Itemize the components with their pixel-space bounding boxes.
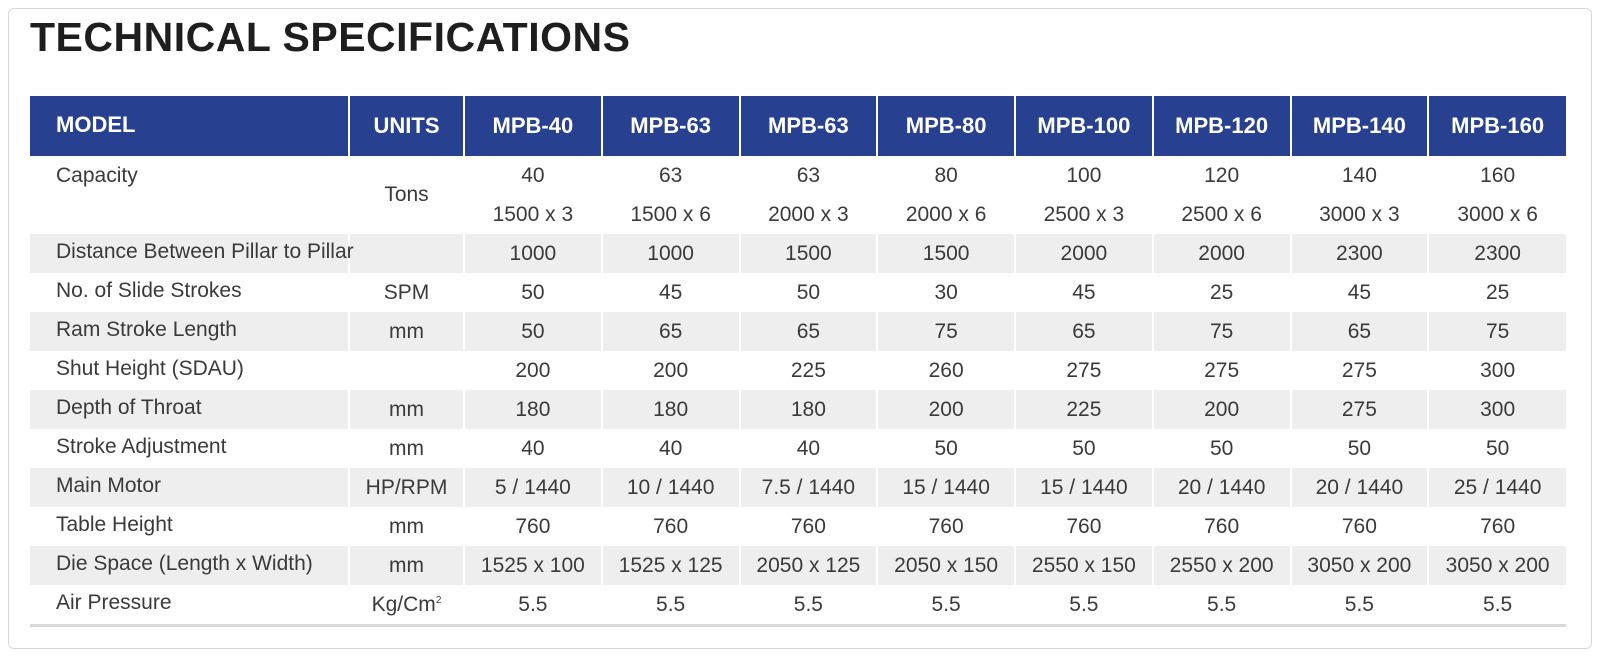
value-cell: 45 (1291, 273, 1429, 312)
value-cell: 180 (602, 390, 740, 429)
value-cell: 15 / 1440 (1015, 468, 1153, 507)
value-cell: 7.5 / 1440 (740, 468, 878, 507)
value-cell: 1500 (877, 234, 1015, 273)
value-cell (1015, 156, 1153, 234)
value-cell: 65 (602, 312, 740, 351)
value-cell: 2300 (1428, 234, 1566, 273)
value-cell: 760 (1153, 507, 1291, 546)
capacity-value: 40 (521, 164, 545, 187)
value-cell: 45 (602, 273, 740, 312)
value-cell: 25 (1153, 273, 1291, 312)
value-cell: 200 (464, 351, 602, 390)
value-cell: 760 (1015, 507, 1153, 546)
parameter-label: Table Height (30, 507, 349, 546)
value-cell: 180 (740, 390, 878, 429)
value-cell: 75 (1428, 312, 1566, 351)
column-header-mpb-120: MPB-120 (1153, 96, 1291, 156)
capacity-value: 140 (1341, 164, 1377, 187)
value-cell: 260 (877, 351, 1015, 390)
units-cell (349, 585, 464, 626)
column-header-mpb-100: MPB-100 (1015, 96, 1153, 156)
value-cell: 275 (1015, 351, 1153, 390)
value-cell: 5.5 (1153, 585, 1291, 626)
value-cell: 760 (877, 507, 1015, 546)
capacity-size: 2000 x 6 (905, 203, 987, 226)
value-cell: 75 (877, 312, 1015, 351)
units-text: mm (389, 397, 424, 421)
capacity-size: 1500 x 3 (492, 203, 574, 226)
value-cell: 2300 (1291, 234, 1429, 273)
column-header-mpb-80: MPB-80 (877, 96, 1015, 156)
value-cell: 275 (1291, 390, 1429, 429)
value-cell: 1500 (740, 234, 878, 273)
capacity-value: 120 (1204, 164, 1240, 187)
table-row (30, 546, 1566, 585)
value-cell: 5.5 (877, 585, 1015, 626)
parameter-label: Depth of Throat (30, 390, 349, 429)
header-row (30, 96, 1566, 156)
value-cell: 65 (740, 312, 878, 351)
value-cell: 50 (464, 273, 602, 312)
value-cell: 20 / 1440 (1153, 468, 1291, 507)
table-header (30, 96, 1566, 156)
table-row (30, 507, 1566, 546)
value-cell (877, 156, 1015, 234)
value-cell: 1000 (602, 234, 740, 273)
value-cell: 760 (602, 507, 740, 546)
parameter-label: No. of Slide Strokes (30, 273, 349, 312)
value-cell (602, 156, 740, 234)
table-row (30, 312, 1566, 351)
parameter-label: Stroke Adjustment (30, 429, 349, 468)
value-cell (1291, 156, 1429, 234)
units-text: mm (389, 514, 424, 538)
units-text: HP/RPM (365, 475, 448, 499)
parameter-label: Shut Height (SDAU) (30, 351, 349, 390)
table-row (30, 468, 1566, 507)
units-text: SPM (383, 280, 430, 304)
value-cell: 5.5 (464, 585, 602, 626)
capacity-value: 63 (796, 164, 821, 187)
parameter-label: Ram Stroke Length (30, 312, 349, 351)
value-cell: 225 (740, 351, 878, 390)
column-header-mpb-63: MPB-63 (602, 96, 740, 156)
value-cell: 75 (1153, 312, 1291, 351)
capacity-size: 1500 x 6 (630, 203, 711, 226)
table-row (30, 429, 1566, 468)
capacity-value: 100 (1066, 164, 1102, 187)
column-header-model: MODEL (30, 96, 349, 156)
value-cell (740, 156, 878, 234)
table-row (30, 351, 1566, 390)
value-cell: 50 (877, 429, 1015, 468)
column-header-mpb-140: MPB-140 (1291, 96, 1429, 156)
table-row (30, 273, 1566, 312)
parameter-label-text: Capacity (56, 164, 138, 187)
capacity-value: 63 (658, 164, 683, 187)
value-cell: 50 (1153, 429, 1291, 468)
units-text: mm (389, 319, 424, 343)
capacity-size: 3000 x 3 (1319, 203, 1400, 226)
column-header-mpb-63: MPB-63 (740, 96, 878, 156)
value-cell: 760 (740, 507, 878, 546)
value-cell: 50 (740, 273, 878, 312)
value-cell: 40 (740, 429, 878, 468)
value-cell: 2000 (1153, 234, 1291, 273)
units-cell (349, 312, 464, 351)
value-cell: 275 (1291, 351, 1429, 390)
units-text: mm (389, 436, 424, 460)
value-cell: 300 (1428, 390, 1566, 429)
units-superscript: 2 (435, 594, 442, 606)
value-cell: 50 (1485, 436, 1510, 460)
capacity-size: 2500 x 6 (1181, 203, 1262, 226)
value-cell: 275 (1153, 351, 1291, 390)
column-header-mpb-40: MPB-40 (464, 96, 602, 156)
value-cell: 5.5 (1015, 585, 1153, 626)
value-cell: 2050 x 150 (877, 546, 1015, 585)
value-cell: 3050 x 200 (1291, 546, 1429, 585)
value-cell: 2550 x 150 (1015, 546, 1153, 585)
capacity-value: 160 (1480, 164, 1516, 187)
units-text: Kg/Cm (371, 592, 436, 616)
column-header-mpb-160: MPB-160 (1428, 96, 1566, 156)
value-cell: 50 (1015, 429, 1153, 468)
value-cell: 65 (1291, 312, 1429, 351)
value-cell (1153, 156, 1291, 234)
value-cell: 200 (877, 390, 1015, 429)
value-cell: 40 (602, 429, 740, 468)
value-cell (464, 156, 602, 234)
parameter-label (30, 156, 349, 234)
table-row (30, 390, 1566, 429)
table-row (30, 234, 1566, 273)
value-cell: 200 (602, 351, 740, 390)
value-cell: 760 (464, 507, 602, 546)
parameter-label: Die Space (Length x Width) (30, 546, 349, 585)
value-cell: 45 (1015, 273, 1153, 312)
value-cell: 50 (464, 312, 602, 351)
units-text: mm (389, 553, 424, 577)
value-cell: 25 (1485, 280, 1510, 304)
value-cell: 40 (464, 429, 602, 468)
specifications-table (30, 96, 1566, 627)
value-cell (1428, 156, 1566, 234)
units-cell (349, 273, 464, 312)
value-cell: 760 (1480, 514, 1516, 538)
capacity-value: 80 (934, 164, 958, 187)
value-cell: 1000 (464, 234, 602, 273)
value-cell: 2050 x 125 (740, 546, 878, 585)
value-cell: 2000 (1015, 234, 1153, 273)
units-cell (349, 468, 464, 507)
units-cell (349, 507, 464, 546)
table-body (30, 156, 1566, 626)
value-cell: 2550 x 200 (1153, 546, 1291, 585)
units-cell (349, 429, 464, 468)
table-row (30, 585, 1566, 626)
value-cell: 1525 x 100 (464, 546, 602, 585)
value-cell: 50 (1291, 429, 1429, 468)
value-cell: 15 / 1440 (877, 468, 1015, 507)
capacity-size: 3000 x 6 (1457, 203, 1538, 226)
value-cell: 10 / 1440 (602, 468, 740, 507)
value-cell: 5.5 (1428, 585, 1566, 626)
value-cell: 65 (1015, 312, 1153, 351)
value-cell: 5.5 (602, 585, 740, 626)
parameter-label: Main Motor (30, 468, 349, 507)
value-cell: 3050 x 200 (1428, 546, 1566, 585)
value-cell: 5 / 1440 (464, 468, 602, 507)
parameter-label: Distance Between Pillar to Pillar (30, 234, 349, 273)
value-cell: 1525 x 125 (602, 546, 740, 585)
units-cell: Tons (349, 156, 464, 234)
value-cell: 300 (1480, 358, 1516, 382)
page-title: TECHNICAL SPECIFICATIONS (30, 14, 631, 60)
value-cell: 20 / 1440 (1291, 468, 1429, 507)
value-cell: 5.5 (1291, 585, 1429, 626)
units-cell (349, 546, 464, 585)
value-cell: 5.5 (740, 585, 878, 626)
column-header-units: UNITS (349, 96, 464, 156)
units-cell (349, 351, 464, 390)
value-cell: 225 (1015, 390, 1153, 429)
table-row (30, 156, 1566, 234)
parameter-label: Air Pressure (30, 585, 349, 626)
units-cell (349, 390, 464, 429)
value-cell: 760 (1291, 507, 1429, 546)
value-cell: 180 (464, 390, 602, 429)
capacity-size: 2500 x 3 (1043, 203, 1125, 226)
capacity-size: 2000 x 3 (768, 203, 849, 226)
value-cell: 200 (1153, 390, 1291, 429)
value-cell: 25 / 1440 (1428, 468, 1566, 507)
units-cell (349, 234, 464, 273)
value-cell: 30 (877, 273, 1015, 312)
